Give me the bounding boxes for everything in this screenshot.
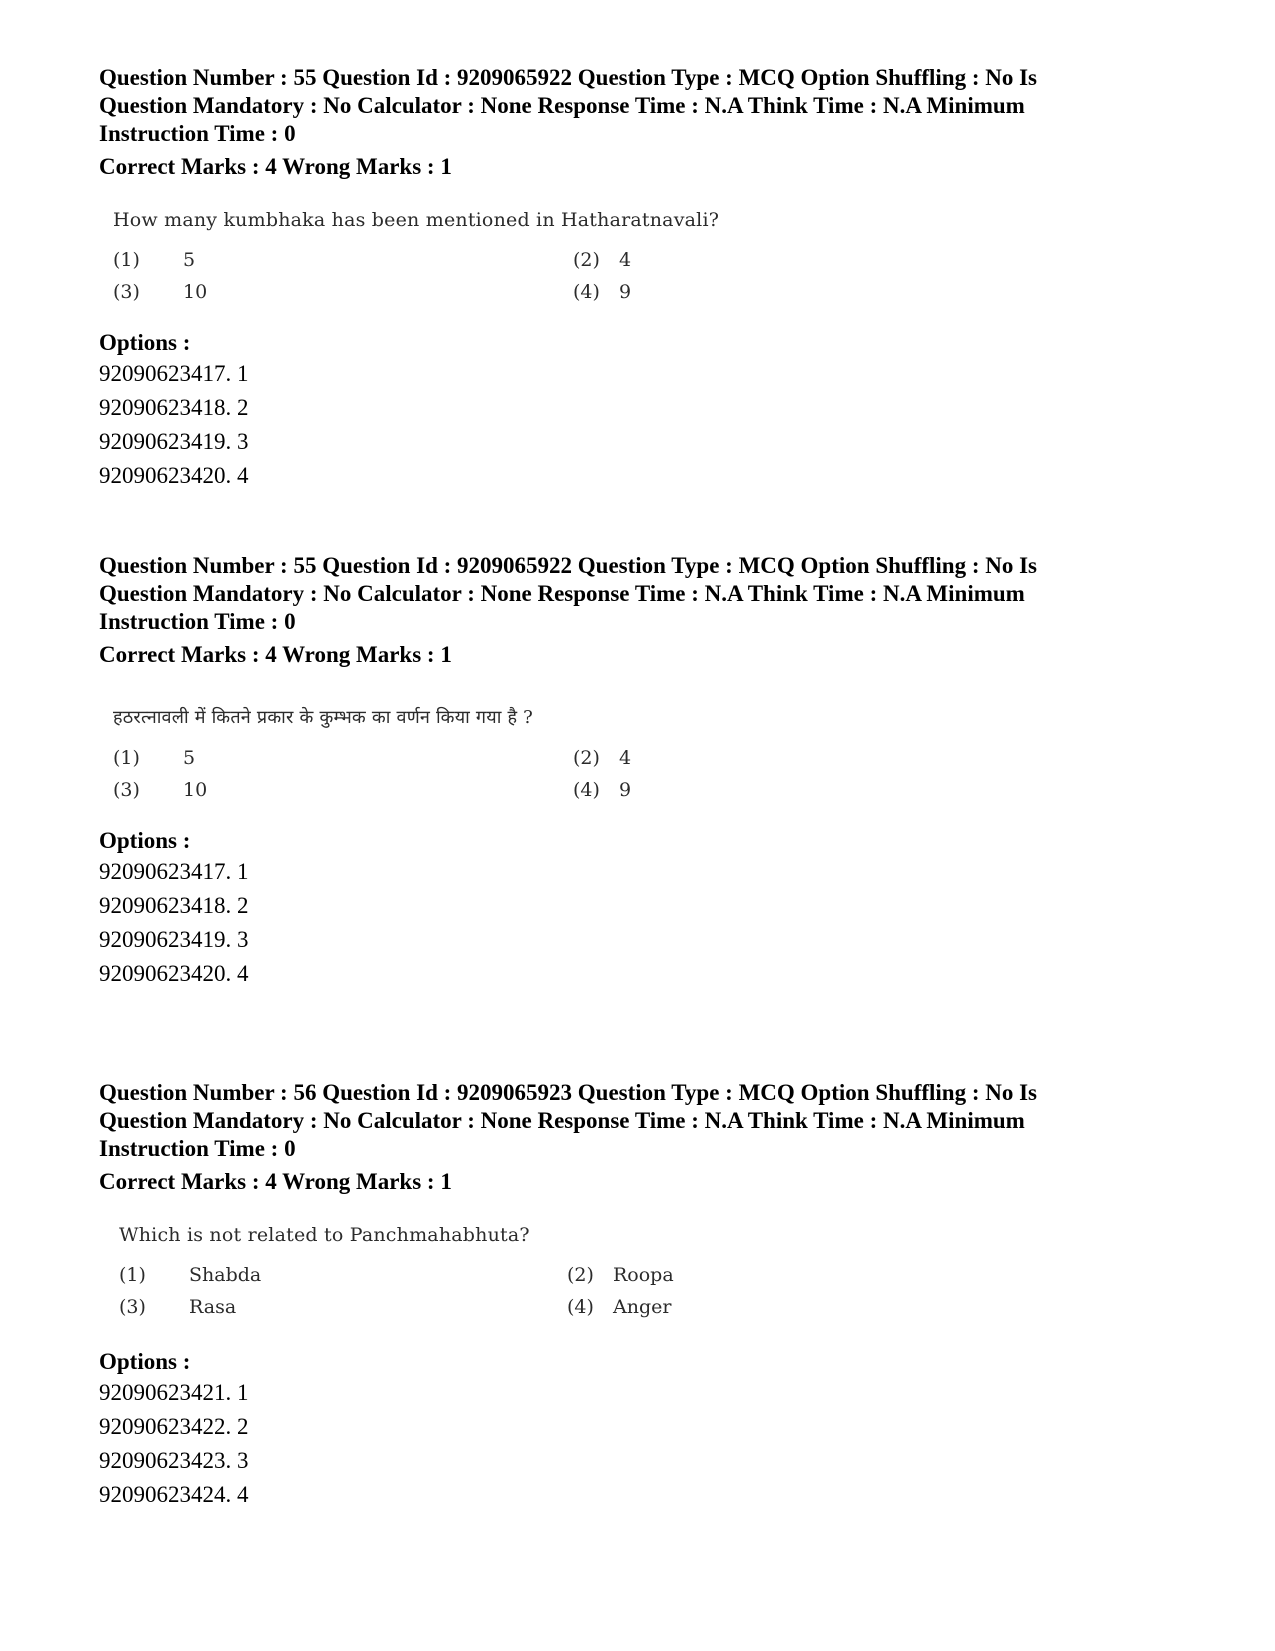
choice-item — [113, 281, 573, 303]
choice-number: (2) — [573, 249, 600, 271]
question-meta-line: Question Mandatory : No Calculator : None Response Time : N.A Think Time : N.A Minimum — [99, 93, 1025, 118]
question-text: Which is not related to Panchmahabhuta? — [119, 1224, 530, 1246]
choice-number: (1) — [119, 1264, 146, 1286]
marks-line: Correct Marks : 4 Wrong Marks : 1 — [99, 1169, 452, 1194]
choice-text: 10 — [183, 779, 208, 801]
choice-text: 10 — [183, 281, 208, 303]
options-title: Options : — [99, 1349, 191, 1374]
option-line: 92090623418. 2 — [99, 395, 249, 420]
choice-text: 5 — [183, 249, 196, 271]
question-meta-line: Instruction Time : 0 — [99, 121, 296, 146]
question-meta-line: Question Number : 56 Question Id : 9209065923 Question Type : MCQ Option Shuffling : No Is — [99, 1080, 1038, 1105]
choice-number: (2) — [573, 747, 600, 769]
option-line: 92090623421. 1 — [99, 1380, 249, 1405]
question-block — [99, 1079, 1199, 1512]
choice-item — [113, 747, 573, 769]
choice-item — [567, 1264, 807, 1286]
question-meta-line: Instruction Time : 0 — [99, 609, 296, 634]
option-line: 92090623420. 4 — [99, 463, 249, 488]
choice-item — [567, 1296, 807, 1318]
question-meta-line: Question Mandatory : No Calculator : None Response Time : N.A Think Time : N.A Minimum — [99, 1108, 1025, 1133]
choice-text: Anger — [613, 1296, 672, 1318]
choice-number: (4) — [573, 281, 600, 303]
question-meta-line: Instruction Time : 0 — [99, 1136, 296, 1161]
option-line: 92090623419. 3 — [99, 429, 249, 454]
option-line: 92090623420. 4 — [99, 961, 249, 986]
options-title: Options : — [99, 330, 191, 355]
choice-text: 9 — [619, 779, 632, 801]
question-image — [119, 1222, 819, 1318]
choice-grid — [113, 747, 813, 801]
choice-text: 4 — [619, 747, 632, 769]
choice-number: (1) — [113, 249, 140, 271]
choice-item — [573, 249, 813, 271]
option-line: 92090623417. 1 — [99, 361, 249, 386]
choice-text: Rasa — [189, 1296, 237, 1318]
option-line: 92090623422. 2 — [99, 1414, 249, 1439]
choice-number: (2) — [567, 1264, 594, 1286]
choice-text: Shabda — [189, 1264, 262, 1286]
question-meta-line: Question Number : 55 Question Id : 9209065922 Question Type : MCQ Option Shuffling : No Is — [99, 553, 1038, 578]
options-title: Options : — [99, 828, 191, 853]
question-text: How many kumbhaka has been mentioned in Hatharatnavali? — [113, 209, 720, 231]
choice-item — [119, 1296, 567, 1318]
option-line: 92090623418. 2 — [99, 893, 249, 918]
question-image — [113, 207, 813, 303]
choice-number: (4) — [573, 779, 600, 801]
option-line: 92090623417. 1 — [99, 859, 249, 884]
choice-number: (1) — [113, 747, 140, 769]
choice-text: Roopa — [613, 1264, 674, 1286]
option-line: 92090623419. 3 — [99, 927, 249, 952]
choice-item — [119, 1264, 567, 1286]
question-text: हठरत्नावली में कितने प्रकार के कुम्भक का वर्णन किया गया है ? — [113, 707, 534, 728]
marks-line: Correct Marks : 4 Wrong Marks : 1 — [99, 154, 452, 179]
choice-item — [573, 281, 813, 303]
choice-item — [573, 779, 813, 801]
choice-text: 5 — [183, 747, 196, 769]
choice-item — [573, 747, 813, 769]
choice-text: 9 — [619, 281, 632, 303]
choice-number: (3) — [119, 1296, 146, 1318]
marks-line: Correct Marks : 4 Wrong Marks : 1 — [99, 642, 452, 667]
option-line: 92090623423. 3 — [99, 1448, 249, 1473]
question-block — [99, 64, 1199, 493]
question-image — [113, 705, 813, 801]
option-line: 92090623424. 4 — [99, 1482, 249, 1507]
choice-text: 4 — [619, 249, 632, 271]
choice-grid — [113, 249, 813, 303]
question-meta-line: Question Number : 55 Question Id : 9209065922 Question Type : MCQ Option Shuffling : No Is — [99, 65, 1038, 90]
question-block — [99, 552, 1199, 991]
choice-item — [113, 779, 573, 801]
choice-number: (3) — [113, 779, 140, 801]
choice-number: (3) — [113, 281, 140, 303]
choice-number: (4) — [567, 1296, 594, 1318]
question-meta-line: Question Mandatory : No Calculator : None Response Time : N.A Think Time : N.A Minimum — [99, 581, 1025, 606]
choice-item — [113, 249, 573, 271]
choice-grid — [119, 1264, 819, 1318]
